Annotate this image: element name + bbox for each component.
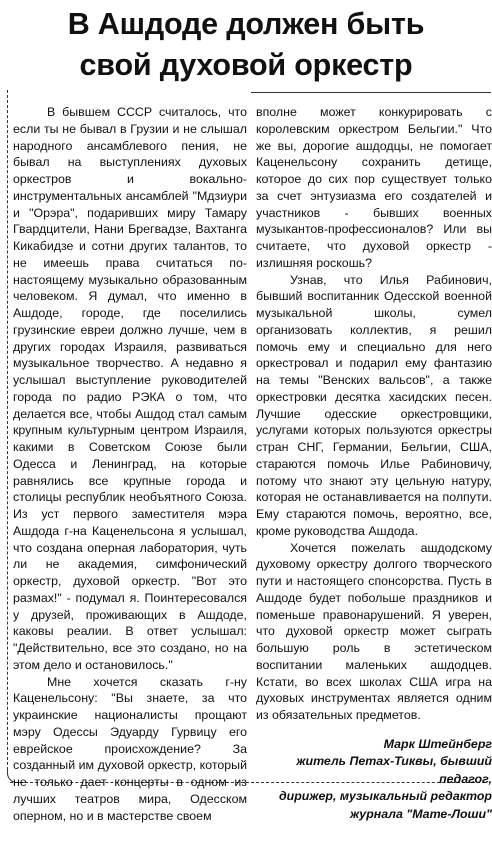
author-signature xyxy=(256,736,492,824)
author-title-line-2: дирижер, музыкальный редактор xyxy=(279,789,492,804)
headline-line-1: В Ашдоде должен быть xyxy=(67,7,425,41)
paragraph: В бывшем СССР считалось, что если ты не бывал в Грузии и не слышал народного ансамблевого пения, не бывал на выступлениях духовых оркестров и вокально-инструментальных ансамблей "Мдзиури и "Орэра", подаривших миру Тамару Гвардцители, Нани Брегвадзе, Вахтанга Кикабидзе и сотни других талантов, то не имеешь права считаться по-настоящему музыкально образованным человеком. Я думал, что именно в Ашдоде, городе, где поселились грузинские евреи должно лучше, чем в других городах Израиля, развиваться музыкальное творчество. А недавно я услышал выступление руководителей города по радио РЭКА о том, что делается все, чтобы Ашдод стал самым крупным культурным центром Израиля, какими в Советском Союзе были Одесса и Ленинград, на которые равнялись все крупные города и столицы республик необъятного Союза. Из уст первого заместителя мэра Ашдода г-на Каценельсона я услышал, что создана оперная лаборатория, чуть ли не академия, симфонический оркестр, духовой оркестр. "Вот это размах!" - подумал я. Поинтересовался у друзей, проживающих в Ашдоде, каковы реалии. В ответ услышал: "Действительно, все это создано, но на этом дело и остановилось." xyxy=(13,105,247,672)
right-column xyxy=(256,104,492,823)
paragraph: Хочется пожелать ашдодскому духовому оркестру долгого творческого пути и настоящего спонсорства. Пусть в Ашдоде будет побольше праздников и поменьше правонарушений. Я уверен, что духовой оркестр может сыграть большую роль в эстетическом воспитании маленьких ашдодцев. Кстати, во всех школах США игра на духовых инструментах является одним из обязательных предметов. xyxy=(256,540,492,722)
paragraph: вполне может конкурировать с королевским оркестром Бельгии." Что же вы, дорогие ашдодцы, не помогает Каценельсону сохранить детище, которое до сих пор существует только за счет энтузиазма его создателей и участников - бывших военных музыкантов-профессионалов? Или вы считаете, что духовой оркестр - излишняя роскошь? xyxy=(256,105,492,270)
author-title-line-1: житель Петах-Тиквы, бывший педагог, xyxy=(296,754,492,786)
left-cut-line xyxy=(7,90,8,775)
headline-line-2: свой духовой оркестр xyxy=(79,48,413,82)
top-rule xyxy=(251,92,491,93)
article-headline xyxy=(6,4,486,86)
paragraph: Мне хочется сказать г-ну Каценельсону: "Вы знаете, за что украинские националисты прощают мэру Одессы Эдуарду Гурвицу его еврейское происхождение? За созданный им духовой оркестр, который не только дает концерты в одном из лучших театров мира, Одесском оперном, но и в мастерстве своем xyxy=(13,674,247,823)
author-title-line-3: журнала "Мате-Лоши" xyxy=(350,806,492,821)
author-name: Марк Штейнберг xyxy=(383,736,492,751)
paragraph: Узнав, что Илья Рабинович, бывший воспитанник Одесской военной музыкальной школы, сумел организовать коллектив, я решил помочь ему и специально для него оркестровал и подарил ему фантазию на темы "Венских вальсов", а также оркестровки десятка хасидских песен. Лучшие одесские оркестровщики, услугами которых пользуются оркестры стран СНГ, Германии, Бельгии, США, стараются помочь Илье Рабиновичу, потому что знают эту цельную натуру, которая не останавливается на полпути. Ему стараются помочь, вероятно, все, кроме руководства Ашдода. xyxy=(256,272,492,538)
left-column xyxy=(13,104,247,824)
